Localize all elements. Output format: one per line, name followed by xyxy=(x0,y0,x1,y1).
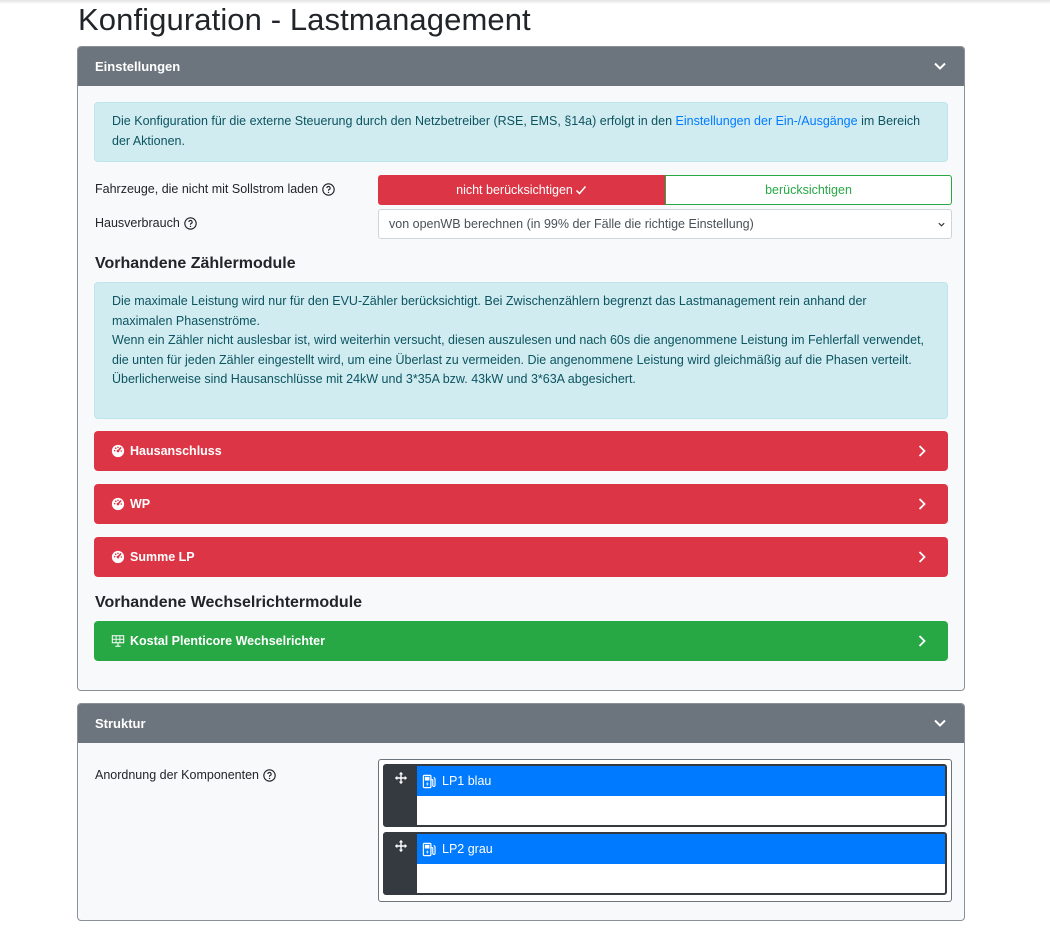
zaehler-module-label: WP xyxy=(130,497,151,511)
hausverbrauch-label-text: Hausverbrauch xyxy=(95,216,180,230)
gauge-icon xyxy=(111,497,125,511)
zaehler-info-line-1: Die maximale Leistung wird nur für den EVU-Zähler berücksichtigt. Bei Zwischenzählern begrenzt das Lastmanagement rein anhand der maximalen Phasenströme. xyxy=(112,294,867,328)
chevron-right-icon xyxy=(916,444,928,458)
chevron-down-icon xyxy=(937,220,946,229)
tree-item-lp2[interactable] xyxy=(383,832,947,895)
zaehler-info-line-2: Wenn ein Zähler nicht auslesbar ist, wird weiterhin versucht, diesen auszulesen und nach 60s die angenommene Leistung im Fehlerfall verwendet, die unten für jeden Zähler eingestellt wird, um eine Überlast zu vermeiden. Die angenommene Leistung wird gleichmäßig auf die Phasen verteilt. xyxy=(112,333,925,367)
zaehler-module-label: Summe LP xyxy=(130,550,195,564)
drag-handle[interactable] xyxy=(385,766,417,825)
component-tree xyxy=(378,759,952,902)
wechselrichter-heading: Vorhandene Wechselrichtermodule xyxy=(95,594,363,611)
sollstrom-option-inactive[interactable] xyxy=(665,175,952,205)
question-circle-icon[interactable] xyxy=(322,183,335,196)
zaehler-heading: Vorhandene Zählermodule xyxy=(95,255,296,272)
chevron-right-icon xyxy=(916,634,928,648)
chevron-right-icon xyxy=(916,497,928,511)
einstellungen-card-header[interactable] xyxy=(78,47,964,86)
move-arrows-icon xyxy=(394,771,408,785)
sollstrom-option-active-label: nicht berücksichtigen xyxy=(456,183,573,197)
struktur-label xyxy=(95,768,276,782)
charging-station-icon xyxy=(422,842,437,857)
sollstrom-option-active[interactable] xyxy=(378,175,665,205)
struktur-card xyxy=(77,703,965,921)
zaehler-module-hausanschluss[interactable] xyxy=(94,431,948,471)
io-settings-link[interactable]: Einstellungen der Ein-/Ausgänge xyxy=(675,114,858,128)
question-circle-icon[interactable] xyxy=(184,217,197,230)
sollstrom-toggle xyxy=(378,175,952,205)
hausverbrauch-label xyxy=(95,216,197,230)
sollstrom-label-text: Fahrzeuge, die nicht mit Sollstrom laden xyxy=(95,182,319,196)
einstellungen-card-title: Einstellungen xyxy=(95,59,181,74)
struktur-card-title: Struktur xyxy=(95,716,146,731)
zaehler-module-summe-lp[interactable] xyxy=(94,537,948,577)
chevron-down-icon[interactable] xyxy=(933,716,947,730)
wechselrichter-module-kostal[interactable] xyxy=(94,621,948,661)
hausverbrauch-select[interactable] xyxy=(378,209,952,239)
struktur-card-header[interactable] xyxy=(78,704,964,743)
einstellungen-card xyxy=(77,46,965,691)
chevron-down-icon[interactable] xyxy=(933,59,947,73)
question-circle-icon[interactable] xyxy=(263,769,276,782)
tree-item-label: LP2 grau xyxy=(442,842,493,856)
gauge-icon xyxy=(111,550,125,564)
sollstrom-label xyxy=(95,182,335,196)
zaehler-info-alert xyxy=(94,282,948,419)
zaehler-module-label: Hausanschluss xyxy=(130,444,222,458)
page-title: Konfiguration - Lastmanagement xyxy=(78,2,531,37)
struktur-label-text: Anordnung der Komponenten xyxy=(95,768,260,782)
rse-info-alert xyxy=(94,102,948,162)
rse-info-text-after: im Bereich der Aktionen. xyxy=(112,114,921,148)
zaehler-module-wp[interactable] xyxy=(94,484,948,524)
move-arrows-icon xyxy=(394,839,408,853)
tree-item-label: LP1 blau xyxy=(442,774,492,788)
sollstrom-option-inactive-label: berücksichtigen xyxy=(765,183,852,197)
drag-handle[interactable] xyxy=(385,834,417,893)
check-icon xyxy=(575,184,587,196)
tree-item-header[interactable] xyxy=(417,834,945,864)
hausverbrauch-selected-value: von openWB berechnen (in 99% der Fälle die richtige Einstellung) xyxy=(389,217,754,231)
solar-panel-icon xyxy=(111,634,125,648)
chevron-right-icon xyxy=(916,550,928,564)
rse-info-text-before: Die Konfiguration für die externe Steuerung durch den Netzbetreiber (RSE, EMS, §14a) erfolgt in den xyxy=(112,114,676,128)
zaehler-info-line-3: Überlicherweise sind Hausanschlüsse mit 24kW und 3*35A bzw. 43kW und 3*63A abgesichert. xyxy=(112,372,636,386)
charging-station-icon xyxy=(422,774,437,789)
tree-item-lp1[interactable] xyxy=(383,764,947,827)
tree-item-header[interactable] xyxy=(417,766,945,796)
gauge-icon xyxy=(111,444,125,458)
wechselrichter-module-label: Kostal Plenticore Wechselrichter xyxy=(130,634,325,648)
